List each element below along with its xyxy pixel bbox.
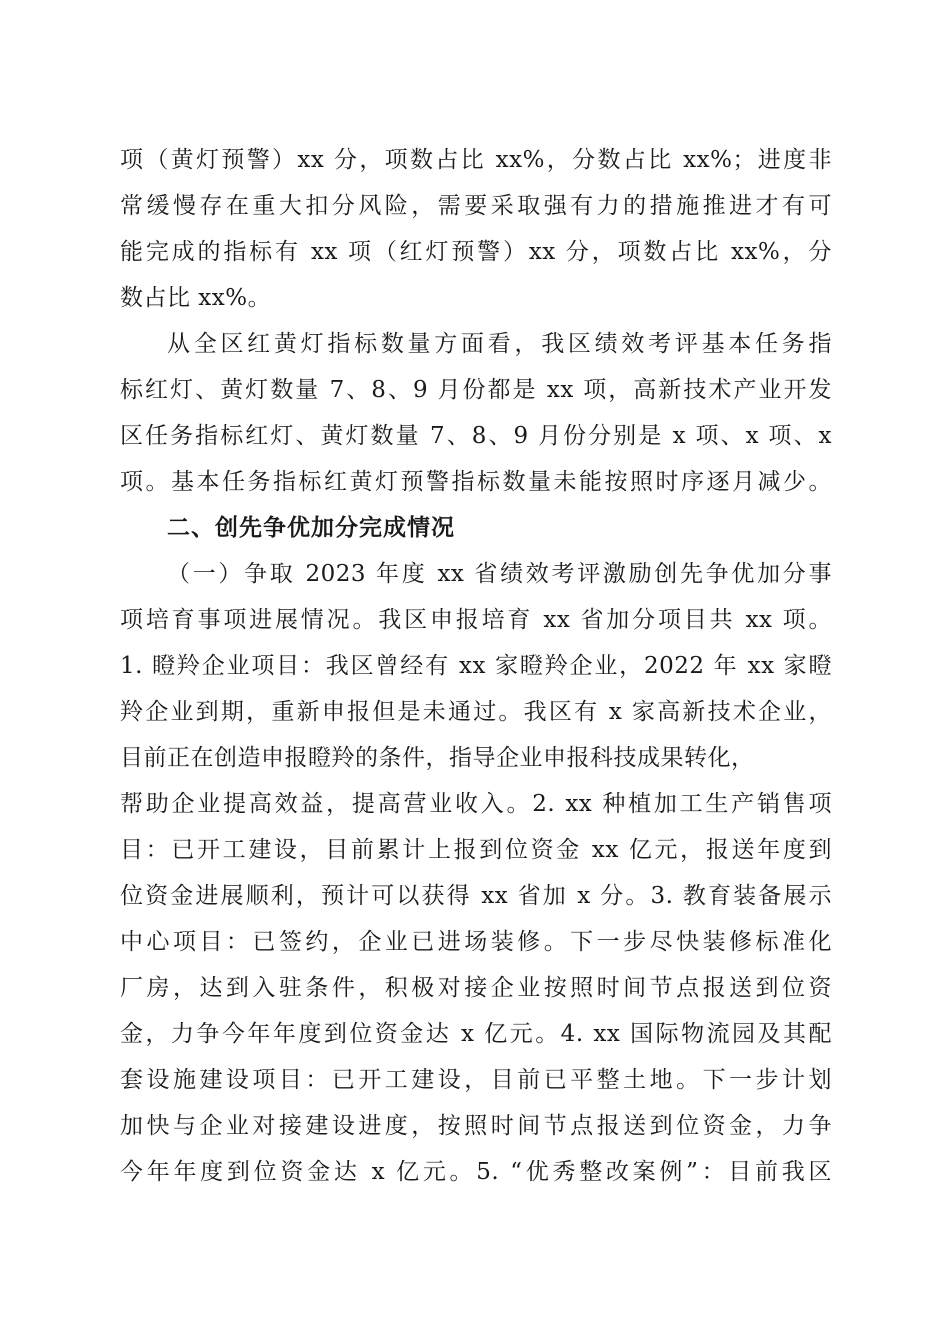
paragraph-line: 从全区红黄灯指标数量方面看，我区绩效考评基本任务指 — [167, 331, 832, 357]
paragraph-line: 区任务指标红灯、黄灯数量 7、8、9 月份分别是 x 项、x 项、x — [120, 423, 832, 449]
paragraph-line: 项。基本任务指标红黄灯预警指标数量未能按照时序逐月减少。 — [120, 469, 832, 495]
paragraph-line: 能完成的指标有 xx 项（红灯预警）xx 分，项数占比 xx%，分 — [120, 239, 832, 265]
paragraph-line: 标红灯、黄灯数量 7、8、9 月份都是 xx 项，高新技术产业开发 — [120, 377, 832, 403]
paragraph-line: 厂房，达到入驻条件，积极对接企业按照时间节点报送到位资 — [120, 975, 832, 1001]
paragraph-line: 项培育事项进展情况。我区申报培育 xx 省加分项目共 xx 项。 — [120, 607, 832, 633]
paragraph-line: 目：已开工建设，目前累计上报到位资金 xx 亿元，报送年度到 — [120, 837, 832, 863]
paragraph-line: 1. 瞪羚企业项目：我区曾经有 xx 家瞪羚企业，2022 年 xx 家瞪 — [120, 653, 832, 679]
paragraph-line: 数占比 xx%。 — [120, 285, 272, 311]
section-heading: 二、创先争优加分完成情况 — [167, 515, 455, 541]
paragraph-line: 羚企业到期，重新申报但是未通过。我区有 x 家高新技术企业， — [120, 699, 832, 725]
paragraph-line: 套设施建设项目：已开工建设，目前已平整土地。下一步计划 — [120, 1067, 832, 1093]
paragraph-line: 中心项目：已签约，企业已进场装修。下一步尽快装修标准化 — [120, 929, 832, 955]
paragraph-line: 金，力争今年年度到位资金达 x 亿元。4. xx 国际物流园及其配 — [120, 1021, 832, 1047]
paragraph-line: 项（黄灯预警）xx 分，项数占比 xx%，分数占比 xx%；进度非 — [120, 147, 832, 173]
paragraph-line: 帮助企业提高效益，提高营业收入。2. xx 种植加工生产销售项 — [120, 791, 832, 817]
paragraph-line: 位资金进展顺利，预计可以获得 xx 省加 x 分。3. 教育装备展示 — [120, 883, 832, 909]
paragraph-line: 加快与企业对接建设进度，按照时间节点报送到位资金，力争 — [120, 1113, 832, 1139]
subsection-title-line: （一）争取 2023 年度 xx 省绩效考评激励创先争优加分事 — [167, 561, 832, 587]
paragraph-line: 今年年度到位资金达 x 亿元。5. “优秀整改案例”：目前我区 — [120, 1159, 832, 1185]
paragraph-line: 目前正在创造申报瞪羚的条件，指导企业申报科技成果转化， — [120, 745, 755, 771]
paragraph-line: 常缓慢存在重大扣分风险，需要采取强有力的措施推进才有可 — [120, 193, 832, 219]
